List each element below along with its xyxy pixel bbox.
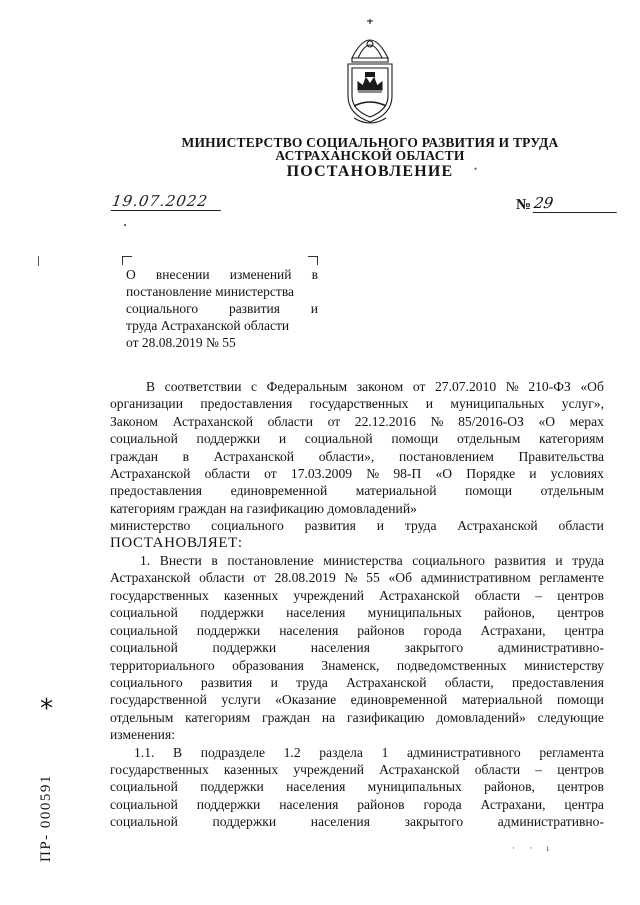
body-word: населения — [310, 814, 370, 830]
body-word: единовременной — [350, 692, 448, 708]
body-word: центра — [564, 622, 604, 638]
body-word: изменения: — [110, 727, 175, 743]
body-word: населения — [310, 640, 370, 656]
body-word: Астраханской — [213, 448, 295, 464]
body-word: центров — [557, 605, 604, 621]
document-body — [110, 378, 604, 831]
body-word: от — [327, 413, 341, 429]
document-number: 29 — [533, 194, 620, 213]
body-word: условиях — [550, 466, 604, 482]
body-word: административного — [406, 744, 521, 760]
body-line — [110, 622, 604, 639]
body-word: № — [430, 413, 444, 429]
body-word: следующие — [537, 709, 604, 725]
body-word: и — [376, 518, 385, 534]
body-word: – — [535, 587, 543, 603]
body-word: Знаменск, — [321, 657, 380, 673]
body-word: и — [529, 466, 537, 482]
body-word: 27.07.2010 — [435, 379, 497, 394]
body-word: от — [264, 466, 277, 482]
body-word: социальной — [110, 640, 178, 656]
body-word: категориям граждан на газификацию домовладений» — [110, 500, 417, 516]
body-word: «О — [435, 466, 453, 482]
body-word: муниципальных — [367, 779, 462, 795]
body-word: районов, — [484, 779, 535, 795]
body-word: Астраханской — [110, 466, 191, 482]
body-word: государственной — [110, 692, 207, 708]
title-bracket-left — [122, 256, 132, 265]
body-line — [110, 535, 604, 552]
document-date: 19.07.2022 — [111, 192, 224, 211]
title-word: развития — [228, 301, 280, 316]
body-line — [110, 430, 604, 447]
body-word: Порядке — [466, 466, 516, 482]
body-word: социальной — [110, 622, 178, 638]
body-word: поддержки — [200, 779, 264, 795]
body-word: 85/2016-ОЗ — [458, 413, 524, 429]
body-word: 1.2 — [283, 744, 301, 760]
body-word: на — [321, 709, 336, 725]
body-word: и — [278, 431, 287, 447]
body-word: Астраханской — [379, 761, 460, 777]
body-line — [110, 482, 604, 499]
body-word: области — [267, 413, 314, 429]
body-line — [110, 778, 604, 795]
body-word: подведомственных — [396, 657, 507, 673]
body-word: социальной — [110, 814, 178, 830]
body-word: муниципальных — [367, 605, 462, 621]
body-word: 98-П — [393, 466, 422, 482]
body-word: № — [344, 570, 358, 586]
title-word: внесении — [155, 267, 210, 282]
body-word: помощи — [556, 692, 604, 708]
body-word: государственных — [309, 396, 409, 412]
body-word: ПОСТАНОВЛЯЕТ: — [110, 534, 243, 551]
body-word: учреждений — [293, 587, 364, 603]
body-word: регламенте — [539, 570, 604, 586]
title-word: социального — [126, 301, 199, 316]
scan-marks: · · ı — [512, 843, 555, 853]
body-word: казенных — [223, 587, 279, 603]
body-line — [110, 552, 604, 569]
body-word: развития — [200, 674, 253, 690]
body-line — [110, 744, 604, 761]
body-line — [110, 413, 604, 430]
body-word: отдельным — [456, 431, 521, 447]
body-line — [110, 378, 604, 395]
title-bracket-right — [308, 256, 318, 265]
body-word: категориям — [538, 431, 604, 447]
title-word: и — [310, 301, 318, 316]
body-line — [110, 639, 604, 656]
body-word: Астрахани, — [480, 796, 546, 812]
body-word: организации — [110, 396, 183, 412]
title-word: изменений — [229, 267, 292, 282]
scan-dot — [124, 224, 126, 226]
scan-mark: • — [474, 164, 478, 174]
body-line — [110, 657, 604, 674]
body-word: и — [425, 396, 434, 412]
body-word: соответствии — [164, 379, 242, 394]
document-title — [126, 266, 318, 351]
body-word: развития — [494, 553, 546, 569]
body-word: раздела — [319, 744, 363, 760]
margin-asterisk: * — [40, 694, 53, 724]
body-word: 1 — [381, 744, 389, 760]
body-word: отдельным — [540, 483, 604, 499]
body-word: подразделе — [200, 744, 266, 760]
body-word: 28.08.2019 — [274, 570, 336, 586]
body-line — [110, 517, 604, 534]
title-word: постановление министерства — [126, 284, 295, 299]
body-word: поддержки — [196, 622, 261, 638]
ministry-name-line-1: МИНИСТЕРСТВО СОЦИАЛЬНОГО РАЗВИТИЯ И ТРУДА — [181, 135, 559, 150]
title-word: в — [311, 267, 318, 282]
body-word: единовременной — [230, 483, 328, 499]
body-word: предоставления — [110, 483, 203, 499]
title-line — [126, 266, 318, 283]
body-word: Астраханской — [346, 674, 427, 690]
body-word: «О — [538, 413, 556, 429]
body-word: мерах — [569, 413, 604, 429]
body-word: № — [505, 379, 519, 394]
body-word: «Об — [580, 379, 604, 394]
body-word: социальной — [110, 605, 178, 621]
body-word: населения — [279, 622, 339, 638]
body-line — [110, 448, 604, 465]
margin-mark — [38, 256, 39, 266]
body-line — [110, 674, 604, 691]
body-word: административном — [420, 570, 531, 586]
body-line — [110, 587, 604, 604]
body-word: 17.03.2009 — [290, 466, 353, 482]
body-word: постановление — [227, 553, 314, 569]
body-word: от — [412, 379, 426, 394]
body-word: труда — [404, 518, 437, 534]
body-word: районов — [357, 622, 405, 638]
body-word: и — [270, 674, 278, 690]
body-word: учреждений — [293, 761, 364, 777]
body-word: казенных — [223, 761, 279, 777]
body-word: помощи — [465, 483, 513, 499]
body-word: отдельным — [110, 709, 174, 725]
body-word: города — [423, 622, 462, 638]
body-word: В — [173, 744, 183, 760]
body-word: населения — [286, 779, 346, 795]
body-word: области — [474, 761, 521, 777]
body-word: материальной — [355, 483, 437, 499]
body-word: Астрахани, — [480, 622, 546, 638]
body-line — [110, 604, 604, 621]
body-word: Законом — [110, 413, 158, 429]
body-word: поддержки — [196, 431, 261, 447]
body-word: центров — [557, 779, 604, 795]
body-word: постановлением — [398, 448, 494, 464]
body-word: поддержки — [200, 605, 264, 621]
body-word: социальной — [110, 779, 178, 795]
body-word: 1. — [140, 553, 151, 569]
margin-registration-code: ПР- 000591 — [38, 774, 54, 862]
body-word: от — [253, 570, 266, 586]
body-word: министерство — [110, 518, 191, 534]
body-word: – — [535, 761, 543, 777]
body-line — [110, 813, 604, 830]
body-line — [110, 465, 604, 482]
body-word: населения — [286, 605, 346, 621]
body-word: № — [366, 466, 380, 482]
body-word: 22.12.2016 — [354, 413, 416, 429]
body-word: газификацию — [347, 709, 425, 725]
body-word: образования — [232, 657, 304, 673]
body-word: области — [474, 587, 521, 603]
body-word: области — [199, 570, 245, 586]
body-word: законом — [356, 379, 404, 394]
body-word: в — [211, 553, 218, 569]
title-word: от 28.08.2019 № 55 — [126, 335, 236, 350]
body-word: центра — [564, 796, 604, 812]
body-word: центров — [557, 587, 604, 603]
body-line — [110, 761, 604, 778]
body-word: с — [251, 379, 258, 394]
body-word: социальной — [304, 431, 373, 447]
body-word: министерству — [524, 657, 604, 673]
body-word: центров — [557, 761, 604, 777]
body-line — [110, 726, 604, 743]
body-word: 210-ФЗ — [528, 379, 571, 394]
body-line — [110, 691, 604, 708]
body-word: закрытого — [404, 640, 464, 656]
body-word: Федеральным — [266, 379, 348, 394]
body-word: помощи — [391, 431, 439, 447]
body-word: поддержки — [212, 814, 277, 830]
body-word: административно- — [497, 814, 604, 830]
body-word: социального — [412, 553, 485, 569]
body-word: домовладений» — [436, 709, 526, 725]
document-type: ПОСТАНОВЛЕНИЕ — [286, 163, 454, 180]
body-line — [110, 709, 604, 726]
body-word: области», — [318, 448, 375, 464]
body-word: Астраханской — [457, 518, 538, 534]
body-word: населения — [279, 796, 339, 812]
body-word: государственных — [110, 587, 209, 603]
title-line — [126, 334, 318, 351]
body-word: Внести — [159, 553, 202, 569]
body-word: муниципальных — [450, 396, 545, 412]
body-word: области — [558, 518, 604, 534]
body-word: районов — [357, 796, 405, 812]
body-word: категориям — [185, 709, 251, 725]
body-word: регламента — [539, 744, 604, 760]
body-word: развития — [304, 518, 356, 534]
body-word: социальной — [110, 796, 178, 812]
body-line — [110, 796, 604, 813]
body-word: предоставления — [511, 674, 604, 690]
body-word: «Оказание — [275, 692, 337, 708]
body-word: административно- — [497, 640, 604, 656]
body-word: материальной — [461, 692, 543, 708]
body-word: социальной — [110, 431, 178, 447]
body-word: Правительства — [518, 448, 604, 464]
title-word: О — [126, 267, 136, 282]
body-word: предоставления — [200, 396, 293, 412]
body-word: «Об — [388, 570, 413, 586]
body-word: поддержки — [196, 796, 261, 812]
title-line — [126, 317, 318, 334]
ministry-name-line-2: АСТРАХАНСКОЙ ОБЛАСТИ — [275, 148, 465, 163]
coat-of-arms-icon — [338, 18, 402, 130]
body-word: районов, — [484, 605, 535, 621]
body-word: и — [555, 553, 563, 569]
body-word: области — [204, 466, 251, 482]
body-word: Астраханской — [172, 413, 253, 429]
body-line — [110, 395, 604, 412]
body-word: Астраханской — [379, 587, 460, 603]
title-word: труда Астраханской области — [126, 318, 290, 333]
body-word: области, — [444, 674, 494, 690]
body-line — [110, 569, 604, 586]
body-word: территориального — [110, 657, 215, 673]
body-word: услуги — [221, 692, 261, 708]
body-word: труда — [296, 674, 328, 690]
body-word: услуг», — [561, 396, 604, 412]
title-line — [126, 300, 318, 317]
body-word: государственных — [110, 761, 209, 777]
body-word: в — [182, 448, 190, 464]
body-word: В — [146, 379, 156, 394]
body-word: труда — [572, 553, 604, 569]
body-word: города — [423, 796, 462, 812]
body-word: 1.1. — [134, 744, 155, 760]
body-word: социального — [110, 674, 183, 690]
body-word: граждан — [262, 709, 311, 725]
title-line — [126, 283, 318, 300]
body-word: граждан — [110, 448, 159, 464]
body-word: Астраханской — [110, 570, 191, 586]
body-word: 55 — [366, 570, 380, 586]
body-word: поддержки — [212, 640, 277, 656]
body-word: социального — [211, 518, 284, 534]
body-word: министерства — [323, 553, 403, 569]
body-line — [110, 500, 604, 517]
number-label: № — [516, 197, 532, 213]
body-word: закрытого — [404, 814, 464, 830]
